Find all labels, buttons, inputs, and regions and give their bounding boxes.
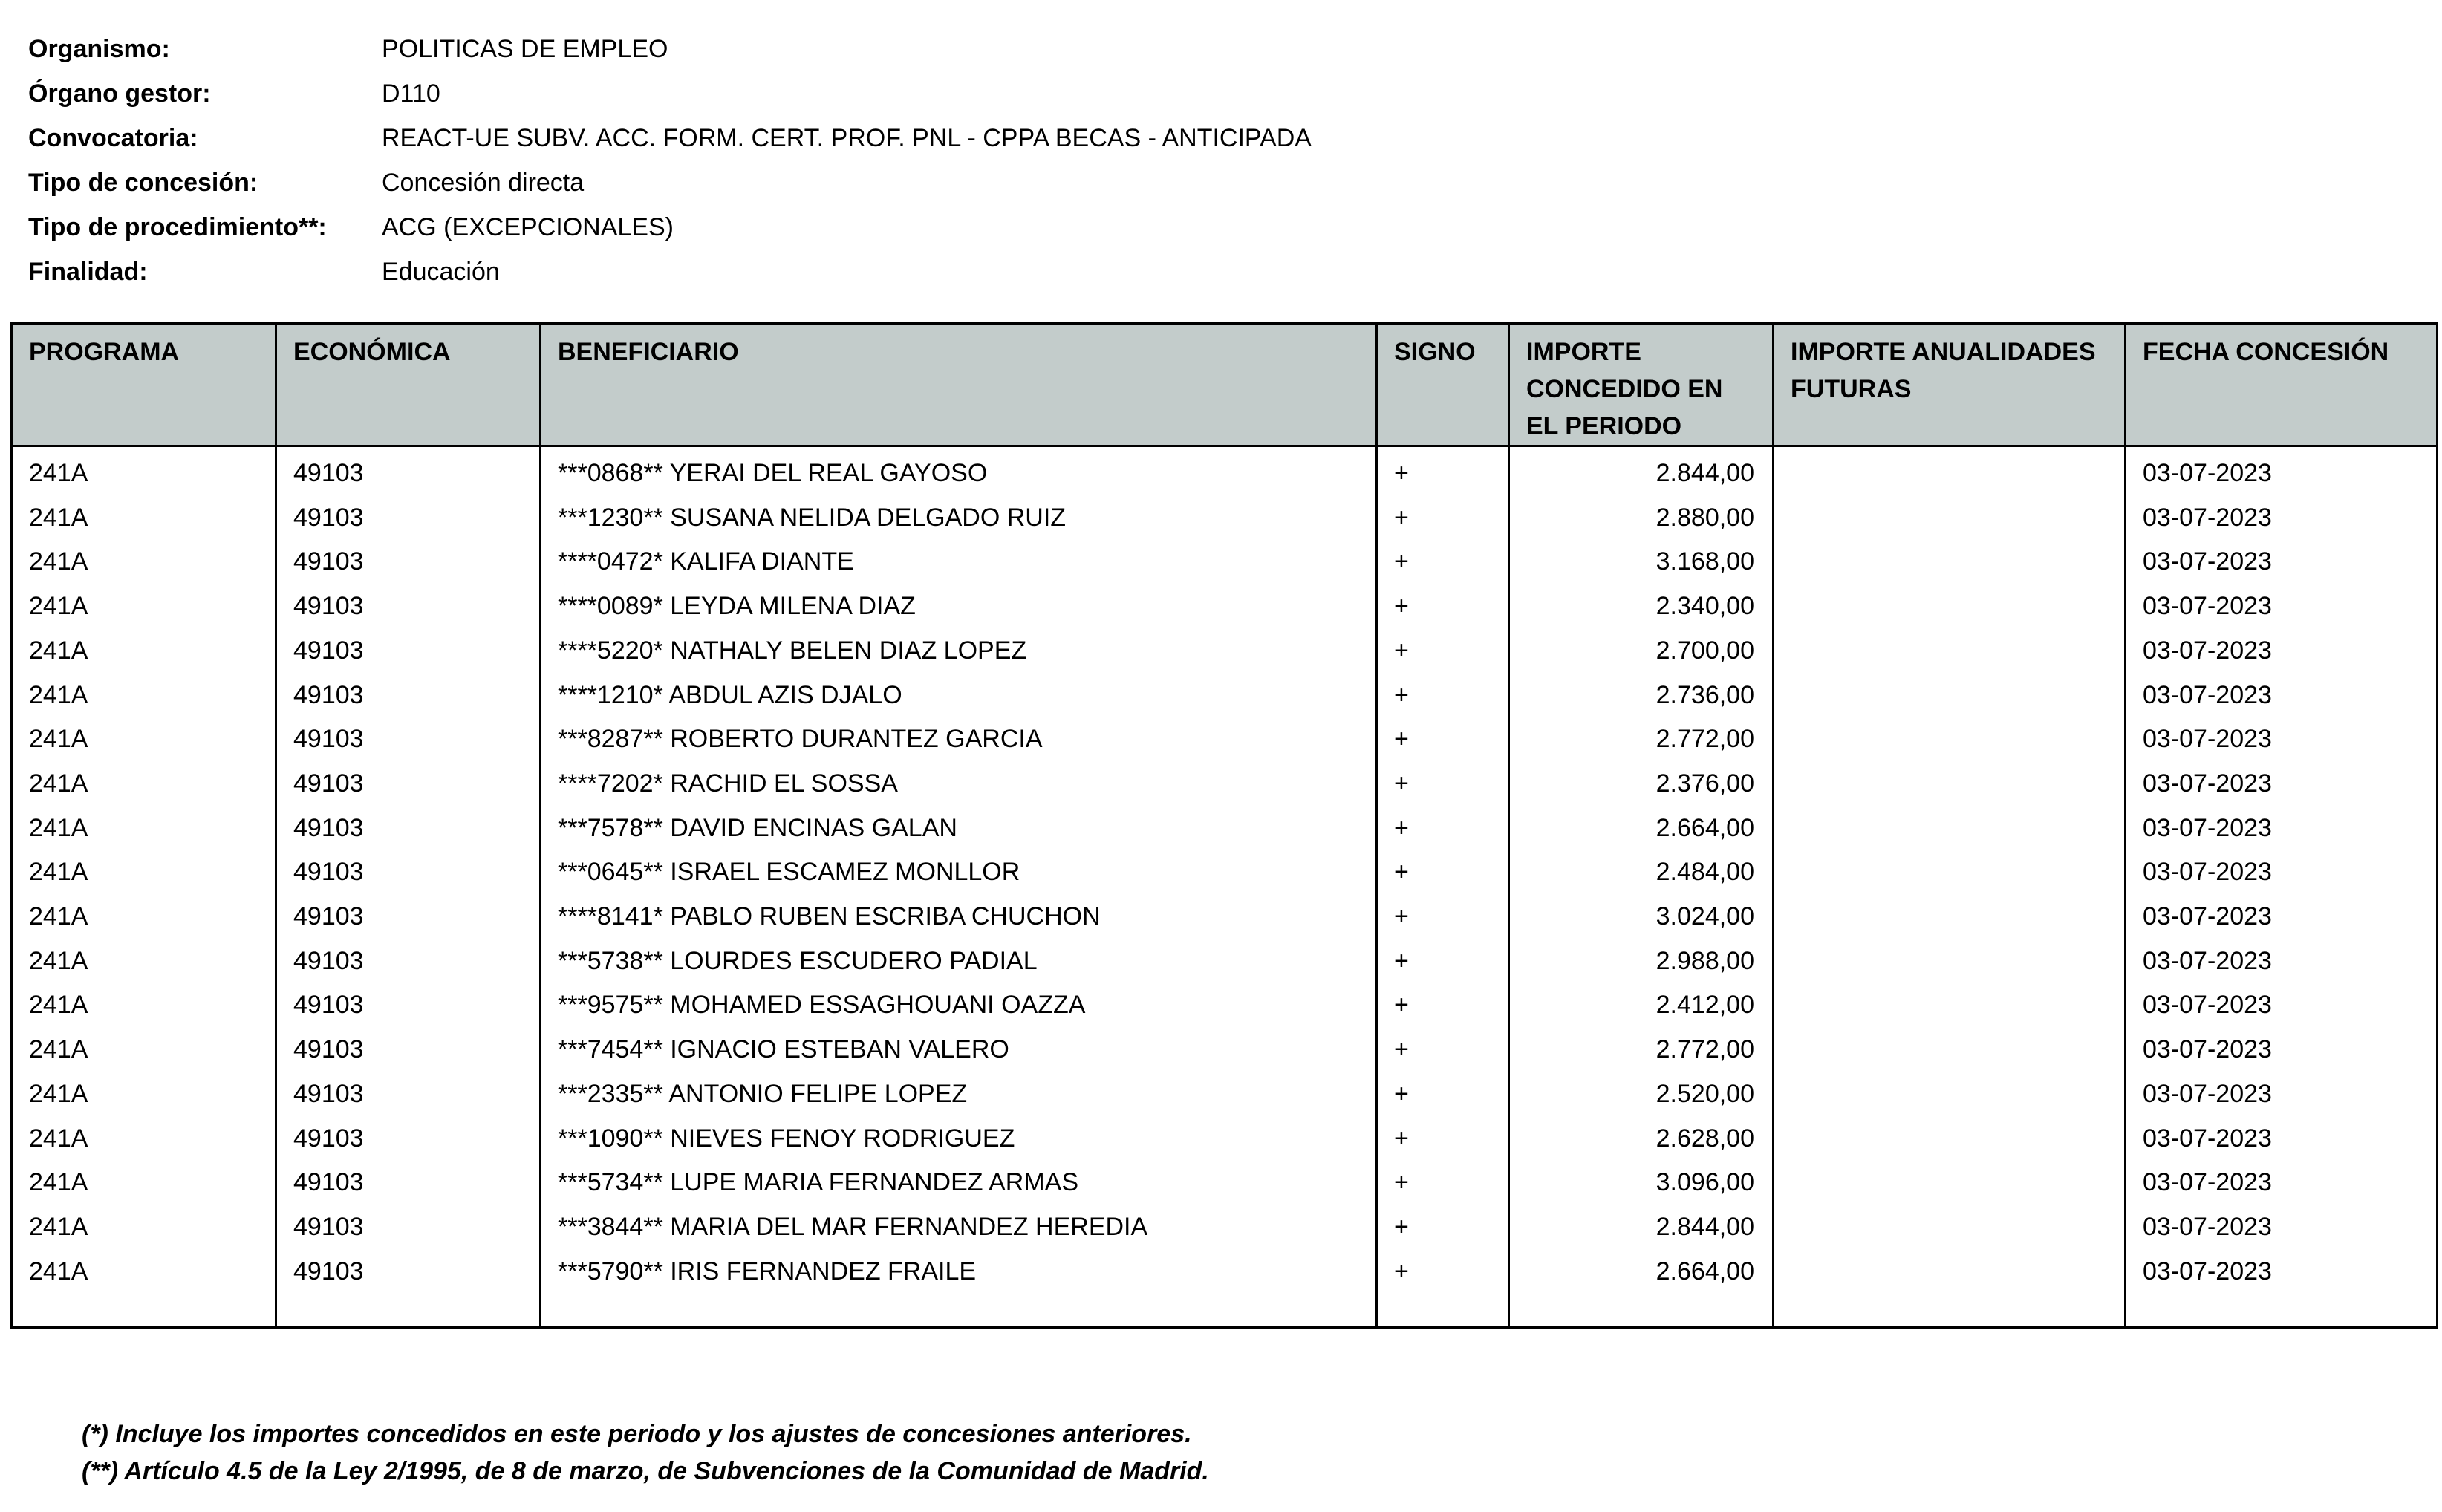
cell-beneficiario: ***5790** IRIS FERNANDEZ FRAILE [541,1250,1377,1294]
table-row [12,584,2438,629]
table-row [12,983,2438,1028]
cell-signo: + [1377,717,1509,762]
cell-economica: 49103 [276,1250,541,1294]
cell-economica: 49103 [276,806,541,851]
cell-signo: + [1377,674,1509,718]
cell-fecha: 03-07-2023 [2126,1117,2438,1161]
table-filler-row [12,1294,2438,1328]
cell-programa: 241A [12,939,276,984]
meta-value: Educación [382,258,500,286]
cell-economica: 49103 [276,939,541,984]
cell-programa: 241A [12,584,276,629]
meta-value: ACG (EXCEPCIONALES) [382,213,674,241]
cell-programa: 241A [12,850,276,895]
cell-signo: + [1377,1028,1509,1072]
meta-row-tipo-concesion [28,160,1312,205]
table-row [12,674,2438,718]
cell-fecha: 03-07-2023 [2126,895,2438,939]
cell-economica: 49103 [276,983,541,1028]
meta-value: Concesión directa [382,169,585,197]
cell-beneficiario: ****5220* NATHALY BELEN DIAZ LOPEZ [541,629,1377,674]
cell-signo: + [1377,629,1509,674]
table-row [12,1161,2438,1205]
meta-value: D110 [382,79,440,108]
cell-fecha: 03-07-2023 [2126,939,2438,984]
cell-beneficiario: ***7454** IGNACIO ESTEBAN VALERO [541,1028,1377,1072]
cell-fecha: 03-07-2023 [2126,762,2438,806]
filler-cell [1774,1294,2126,1328]
cell-signo: + [1377,850,1509,895]
meta-row-organo-gestor [28,71,1312,116]
cell-economica: 49103 [276,446,541,496]
meta-label: Organismo: [28,35,170,63]
cell-signo: + [1377,806,1509,851]
cell-importe: 2.412,00 [1509,983,1774,1028]
cell-futuras [1774,762,2126,806]
table-row [12,540,2438,584]
cell-futuras [1774,850,2126,895]
cell-programa: 241A [12,1250,276,1294]
cell-fecha: 03-07-2023 [2126,850,2438,895]
cell-programa: 241A [12,629,276,674]
cell-fecha: 03-07-2023 [2126,717,2438,762]
cell-programa: 241A [12,983,276,1028]
cell-economica: 49103 [276,762,541,806]
cell-programa: 241A [12,540,276,584]
header-economica: ECONÓMICA [276,324,541,446]
table-row [12,806,2438,851]
table-row [12,1250,2438,1294]
cell-fecha: 03-07-2023 [2126,629,2438,674]
meta-row-tipo-procedimiento [28,205,1312,250]
cell-importe: 2.520,00 [1509,1072,1774,1117]
cell-futuras [1774,496,2126,541]
cell-fecha: 03-07-2023 [2126,674,2438,718]
table-row [12,1205,2438,1250]
table-body [12,446,2438,1328]
cell-programa: 241A [12,496,276,541]
cell-futuras [1774,1161,2126,1205]
cell-futuras [1774,983,2126,1028]
cell-signo: + [1377,1161,1509,1205]
cell-economica: 49103 [276,1205,541,1250]
cell-futuras [1774,540,2126,584]
filler-cell [2126,1294,2438,1328]
cell-programa: 241A [12,806,276,851]
cell-beneficiario: ****1210* ABDUL AZIS DJALO [541,674,1377,718]
cell-beneficiario: ***5738** LOURDES ESCUDERO PADIAL [541,939,1377,984]
cell-importe: 2.340,00 [1509,584,1774,629]
cell-importe: 2.664,00 [1509,806,1774,851]
meta-label: Finalidad: [28,258,148,286]
cell-futuras [1774,446,2126,496]
cell-economica: 49103 [276,540,541,584]
cell-beneficiario: ***9575** MOHAMED ESSAGHOUANI OAZZA [541,983,1377,1028]
document-metadata [28,27,1312,294]
cell-signo: + [1377,1117,1509,1161]
cell-programa: 241A [12,1072,276,1117]
cell-importe: 3.096,00 [1509,1161,1774,1205]
cell-futuras [1774,1250,2126,1294]
header-signo: SIGNO [1377,324,1509,446]
cell-futuras [1774,1028,2126,1072]
meta-value: POLITICAS DE EMPLEO [382,35,668,63]
cell-signo: + [1377,1250,1509,1294]
header-importe: IMPORTE CONCEDIDO EN EL PERIODO [1509,324,1774,446]
cell-futuras [1774,674,2126,718]
footnotes [82,1415,1209,1490]
header-futuras: IMPORTE ANUALIDADES FUTURAS [1774,324,2126,446]
beneficiaries-table [10,322,2438,1329]
cell-futuras [1774,629,2126,674]
table-row [12,446,2438,496]
cell-fecha: 03-07-2023 [2126,446,2438,496]
cell-programa: 241A [12,762,276,806]
cell-beneficiario: ***8287** ROBERTO DURANTEZ GARCIA [541,717,1377,762]
header-programa: PROGRAMA [12,324,276,446]
cell-signo: + [1377,762,1509,806]
header-row [12,324,2438,446]
cell-importe: 2.880,00 [1509,496,1774,541]
meta-row-convocatoria [28,116,1312,160]
cell-economica: 49103 [276,850,541,895]
cell-fecha: 03-07-2023 [2126,1205,2438,1250]
table-row [12,1117,2438,1161]
cell-programa: 241A [12,717,276,762]
cell-economica: 49103 [276,1117,541,1161]
cell-beneficiario: ***1230** SUSANA NELIDA DELGADO RUIZ [541,496,1377,541]
cell-importe: 2.844,00 [1509,446,1774,496]
filler-cell [541,1294,1377,1328]
table-row [12,1072,2438,1117]
cell-signo: + [1377,446,1509,496]
cell-futuras [1774,1205,2126,1250]
cell-fecha: 03-07-2023 [2126,1072,2438,1117]
cell-importe: 2.700,00 [1509,629,1774,674]
cell-futuras [1774,895,2126,939]
footnote-ley: (**) Artículo 4.5 de la Ley 2/1995, de 8 de marzo, de Subvenciones de la Comunidad de Madrid. [82,1457,1209,1485]
meta-row-finalidad [28,250,1312,294]
cell-programa: 241A [12,1028,276,1072]
cell-fecha: 03-07-2023 [2126,540,2438,584]
cell-programa: 241A [12,895,276,939]
table-row [12,762,2438,806]
cell-fecha: 03-07-2023 [2126,983,2438,1028]
table-row [12,717,2438,762]
cell-futuras [1774,717,2126,762]
filler-cell [1377,1294,1509,1328]
cell-economica: 49103 [276,496,541,541]
cell-beneficiario: ****7202* RACHID EL SOSSA [541,762,1377,806]
cell-importe: 2.736,00 [1509,674,1774,718]
cell-fecha: 03-07-2023 [2126,1028,2438,1072]
filler-cell [276,1294,541,1328]
table-row [12,1028,2438,1072]
cell-fecha: 03-07-2023 [2126,496,2438,541]
cell-programa: 241A [12,1161,276,1205]
cell-signo: + [1377,939,1509,984]
cell-importe: 3.168,00 [1509,540,1774,584]
cell-signo: + [1377,496,1509,541]
cell-fecha: 03-07-2023 [2126,1250,2438,1294]
cell-signo: + [1377,895,1509,939]
meta-label: Órgano gestor: [28,79,211,108]
cell-signo: + [1377,584,1509,629]
filler-cell [12,1294,276,1328]
cell-importe: 2.772,00 [1509,717,1774,762]
cell-beneficiario: ***7578** DAVID ENCINAS GALAN [541,806,1377,851]
header-fecha: FECHA CONCESIÓN [2126,324,2438,446]
table-row [12,895,2438,939]
cell-beneficiario: ****0472* KALIFA DIANTE [541,540,1377,584]
cell-programa: 241A [12,1205,276,1250]
cell-futuras [1774,806,2126,851]
cell-fecha: 03-07-2023 [2126,584,2438,629]
table-row [12,850,2438,895]
cell-importe: 2.628,00 [1509,1117,1774,1161]
cell-importe: 2.664,00 [1509,1250,1774,1294]
cell-economica: 49103 [276,1161,541,1205]
cell-signo: + [1377,1072,1509,1117]
meta-value: REACT-UE SUBV. ACC. FORM. CERT. PROF. PNL - CPPA BECAS - ANTICIPADA [382,124,1312,152]
cell-importe: 2.844,00 [1509,1205,1774,1250]
cell-beneficiario: ***3844** MARIA DEL MAR FERNANDEZ HEREDIA [541,1205,1377,1250]
table-row [12,939,2438,984]
meta-label: Tipo de concesión: [28,169,258,197]
cell-signo: + [1377,540,1509,584]
cell-importe: 2.772,00 [1509,1028,1774,1072]
cell-beneficiario: ***1090** NIEVES FENOY RODRIGUEZ [541,1117,1377,1161]
cell-beneficiario: ****8141* PABLO RUBEN ESCRIBA CHUCHON [541,895,1377,939]
cell-futuras [1774,939,2126,984]
cell-programa: 241A [12,1117,276,1161]
cell-fecha: 03-07-2023 [2126,1161,2438,1205]
meta-label: Convocatoria: [28,124,198,152]
filler-cell [1509,1294,1774,1328]
cell-beneficiario: ***2335** ANTONIO FELIPE LOPEZ [541,1072,1377,1117]
cell-programa: 241A [12,674,276,718]
table-row [12,496,2438,541]
cell-beneficiario: ***5734** LUPE MARIA FERNANDEZ ARMAS [541,1161,1377,1205]
cell-importe: 2.376,00 [1509,762,1774,806]
cell-programa: 241A [12,446,276,496]
cell-economica: 49103 [276,1028,541,1072]
cell-economica: 49103 [276,629,541,674]
cell-economica: 49103 [276,895,541,939]
table-row [12,629,2438,674]
cell-economica: 49103 [276,584,541,629]
cell-beneficiario: ***0645** ISRAEL ESCAMEZ MONLLOR [541,850,1377,895]
cell-beneficiario: ***0868** YERAI DEL REAL GAYOSO [541,446,1377,496]
meta-row-organismo [28,27,1312,71]
meta-label: Tipo de procedimiento**: [28,213,327,241]
cell-futuras [1774,1117,2126,1161]
cell-signo: + [1377,983,1509,1028]
cell-economica: 49103 [276,717,541,762]
cell-importe: 2.988,00 [1509,939,1774,984]
cell-signo: + [1377,1205,1509,1250]
cell-economica: 49103 [276,674,541,718]
footnote-importes: (*) Incluye los importes concedidos en este periodo y los ajustes de concesiones anteriores. [82,1420,1192,1448]
cell-economica: 49103 [276,1072,541,1117]
cell-futuras [1774,1072,2126,1117]
header-beneficiario: BENEFICIARIO [541,324,1377,446]
cell-importe: 3.024,00 [1509,895,1774,939]
cell-futuras [1774,584,2126,629]
cell-beneficiario: ****0089* LEYDA MILENA DIAZ [541,584,1377,629]
table-header [12,324,2438,446]
cell-fecha: 03-07-2023 [2126,806,2438,851]
cell-importe: 2.484,00 [1509,850,1774,895]
